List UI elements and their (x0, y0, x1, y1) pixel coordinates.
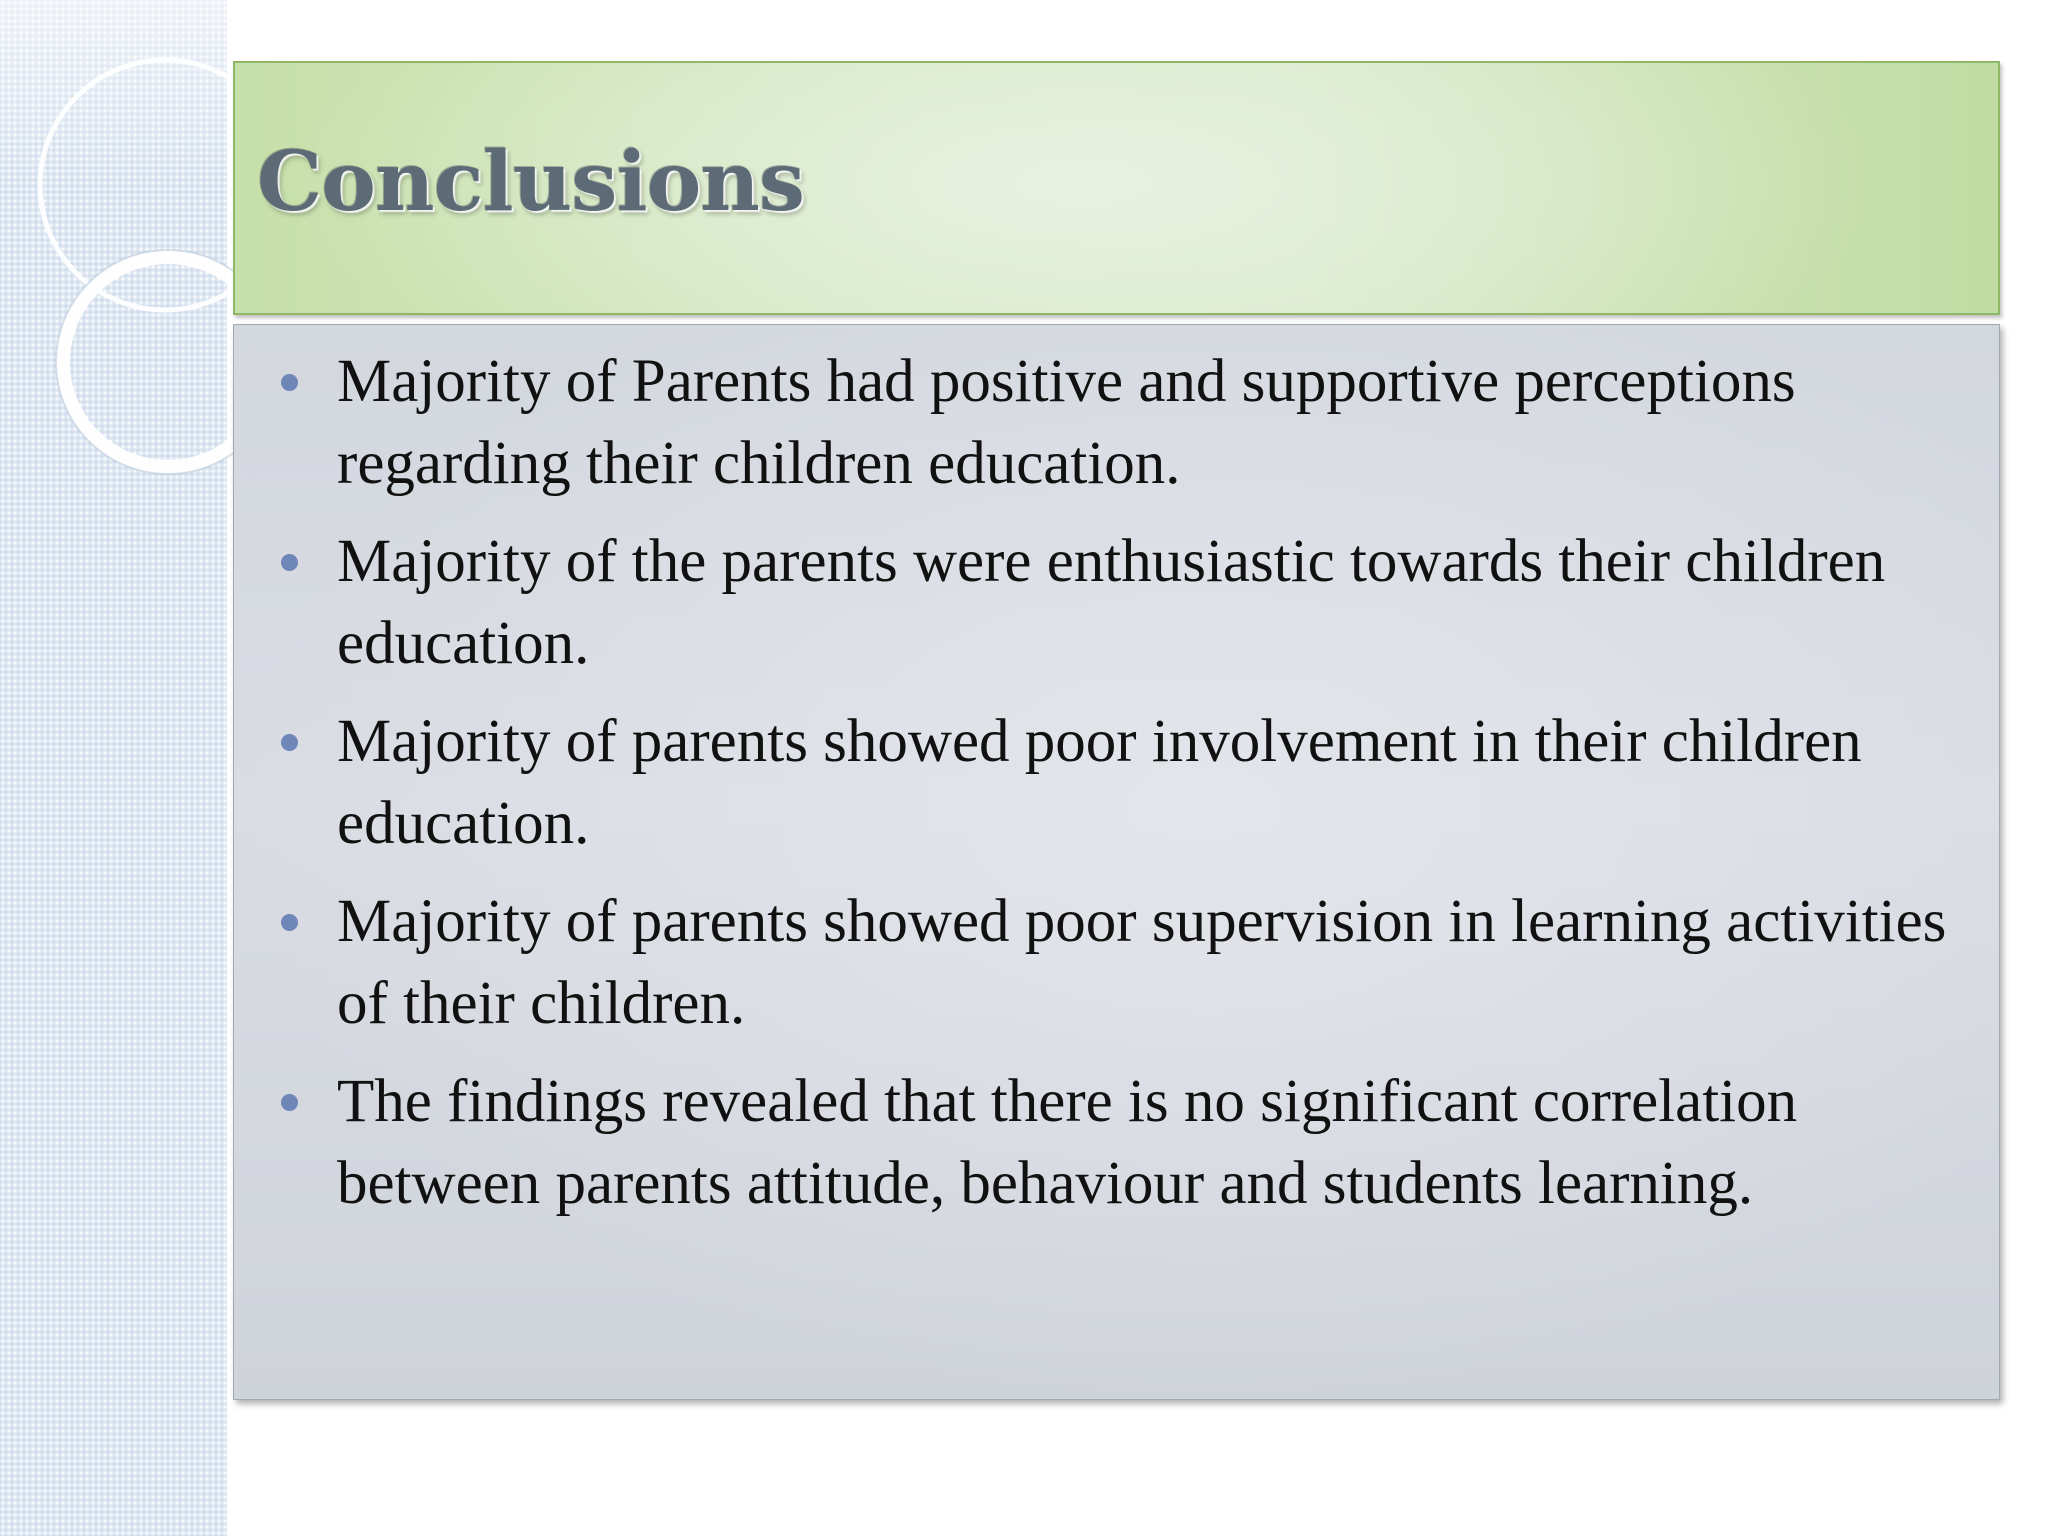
bullet-text: Majority of parents showed poor supervision in learning activities of their children. (337, 888, 1947, 1037)
title-banner (233, 61, 2000, 315)
conclusions-list (234, 341, 1999, 1241)
bullet-item (234, 341, 1999, 505)
bullet-text: The findings revealed that there is no significant correlation between parents attitude, behaviour and students learning. (337, 1068, 1798, 1217)
bullet-item (234, 521, 1999, 685)
bullet-text: Majority of the parents were enthusiastic towards their children education. (337, 528, 1886, 677)
bullet-dot-icon (281, 1094, 298, 1111)
bullet-dot-icon (281, 914, 298, 931)
bullet-dot-icon (281, 374, 298, 391)
content-panel (233, 324, 2000, 1400)
small-ring-outline (56, 250, 240, 474)
bullet-dot-icon (281, 554, 298, 571)
slide-title: Conclusions (257, 134, 805, 230)
bullet-item (234, 1061, 1999, 1225)
small-ring-decoration (63, 257, 240, 467)
bullet-text: Majority of Parents had positive and supportive perceptions regarding their children education. (337, 348, 1796, 497)
bullet-item (234, 701, 1999, 865)
bullet-text: Majority of parents showed poor involvement in their children education. (337, 708, 1862, 857)
bullet-dot-icon (281, 734, 298, 751)
decorative-rings (0, 0, 240, 520)
bullet-item (234, 881, 1999, 1045)
